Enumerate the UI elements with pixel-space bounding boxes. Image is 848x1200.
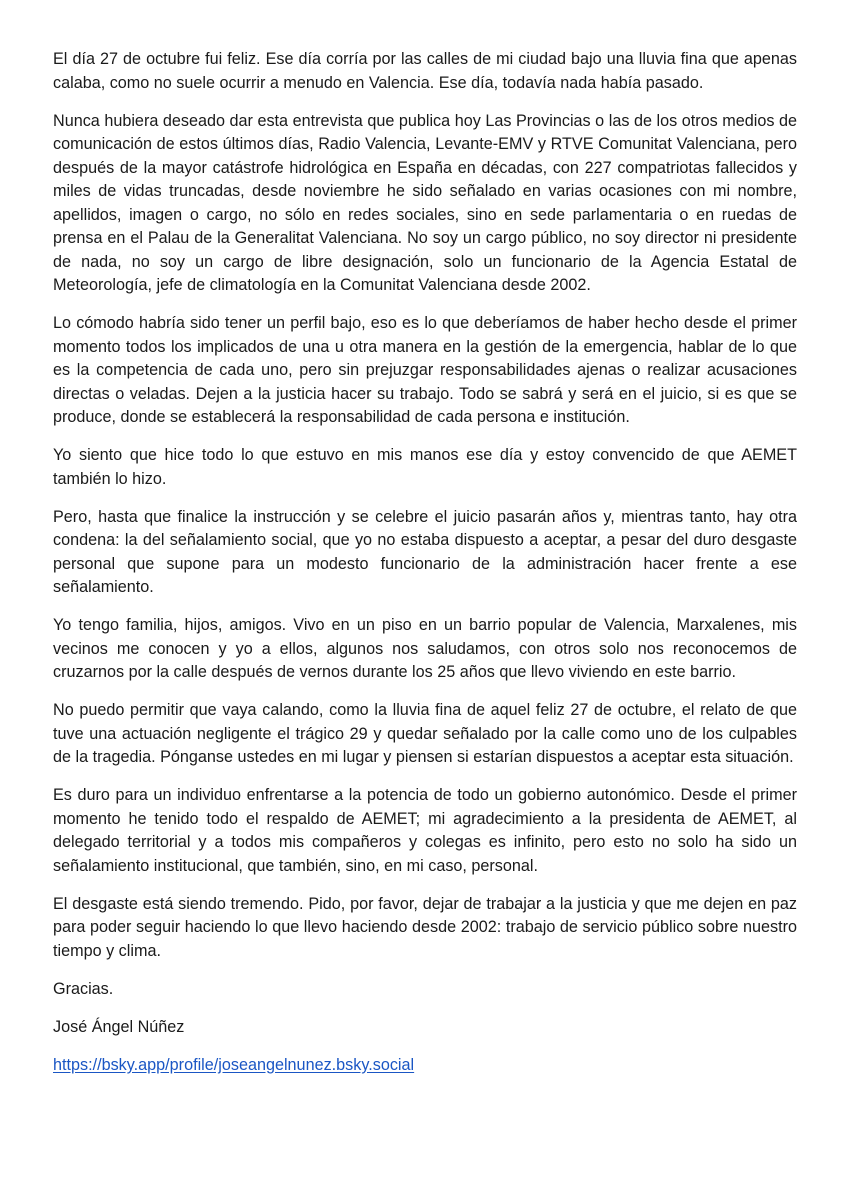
paragraph-8: Es duro para un individuo enfrentarse a la potencia de todo un gobierno autonómico. Desde el primer momento he tenido todo el respaldo de AEMET; mi agradecimiento a la presidenta de AEMET, al delegado territorial y a todos mis compañeros y colegas es infinito, pero esto no solo ha sido un señalamiento institucional, que también, sino, en mi caso, personal. <box>53 786 797 875</box>
link-line <box>53 1054 797 1078</box>
paragraph-6: Yo tengo familia, hijos, amigos. Vivo en un piso en un barrio popular de Valencia, Marxalenes, mis vecinos me conocen y yo a ellos, algunos nos saludamos, con otros solo nos reconocemos de cruzarnos por la calle después de vernos durante los 25 años que llevo viviendo en este barrio. <box>53 616 797 681</box>
paragraph-7: No puedo permitir que vaya calando, como la lluvia fina de aquel feliz 27 de octubre, el relato de que tuve una actuación negligente el trágico 29 y quedar señalado por la calle como uno de los culpables de la tragedia. Pónganse ustedes en mi lugar y piensen si estarían dispuestos a aceptar esta situación. <box>53 701 797 766</box>
profile-link[interactable]: https://bsky.app/profile/joseangelnunez.bsky.social <box>53 1055 415 1074</box>
paragraph-9: El desgaste está siendo tremendo. Pido, por favor, dejar de trabajar a la justicia y que me dejen en paz para poder seguir haciendo lo que llevo haciendo desde 2002: trabajo de servicio público sobre nuestro tiempo y clima. <box>53 894 797 960</box>
document-body <box>53 48 797 1092</box>
paragraph-2: Nunca hubiera deseado dar esta entrevista que publica hoy Las Provincias o las de los otros medios de comunicación de estos últimos días, Radio Valencia, Levante-EMV y RTVE Comunitat Valenciana, pero después de la mayor catástrofe hidrológica en España en décadas, con 227 compatriotas fallecidos y miles de vidas truncadas, desde noviembre he sido señalado en varias ocasiones con mi nombre, apellidos, imagen o cargo, no sólo en redes sociales, sino en sede parlamentaria o en ruedas de prensa en el Palau de la Generalitat Valenciana. No soy un cargo público, no soy director ni presidente de nada, no soy un cargo de libre designación, solo un funcionario de la Agencia Estatal de Meteorología, jefe de climatología en la Comunitat Valenciana desde 2002. <box>53 111 797 294</box>
closing-text: Gracias. <box>53 979 114 998</box>
paragraph-4: Yo siento que hice todo lo que estuvo en mis manos ese día y estoy convencido de que AEMET también lo hizo. <box>53 446 797 488</box>
paragraph-1: El día 27 de octubre fui feliz. Ese día corría por las calles de mi ciudad bajo una lluvia fina que apenas calaba, como no suele ocurrir a menudo en Valencia. Ese día, todavía nada había pasado. <box>53 50 797 92</box>
paragraph-5: Pero, hasta que finalice la instrucción y se celebre el juicio pasarán años y, mientras tanto, hay otra condena: la del señalamiento social, que yo no estaba dispuesto a aceptar, a pesar del duro desgaste personal que supone para un modesto funcionario de la administración hacer frente a ese señalamiento. <box>53 507 797 596</box>
paragraph-3: Lo cómodo habría sido tener un perfil bajo, eso es lo que deberíamos de haber hecho desde el primer momento todos los implicados de una u otra manera en la gestión de la emergencia, hablar de lo que es la competencia de cada uno, pero sin prejuzgar responsabilidades ajenas o realizar acusaciones directas o veladas. Dejen a la justicia hacer su trabajo. Todo se sabrá y será en el juicio, si es que se produce, donde se establecerá la responsabilidad de cada persona e institución. <box>53 314 797 426</box>
signature: José Ángel Núñez <box>53 1017 185 1036</box>
